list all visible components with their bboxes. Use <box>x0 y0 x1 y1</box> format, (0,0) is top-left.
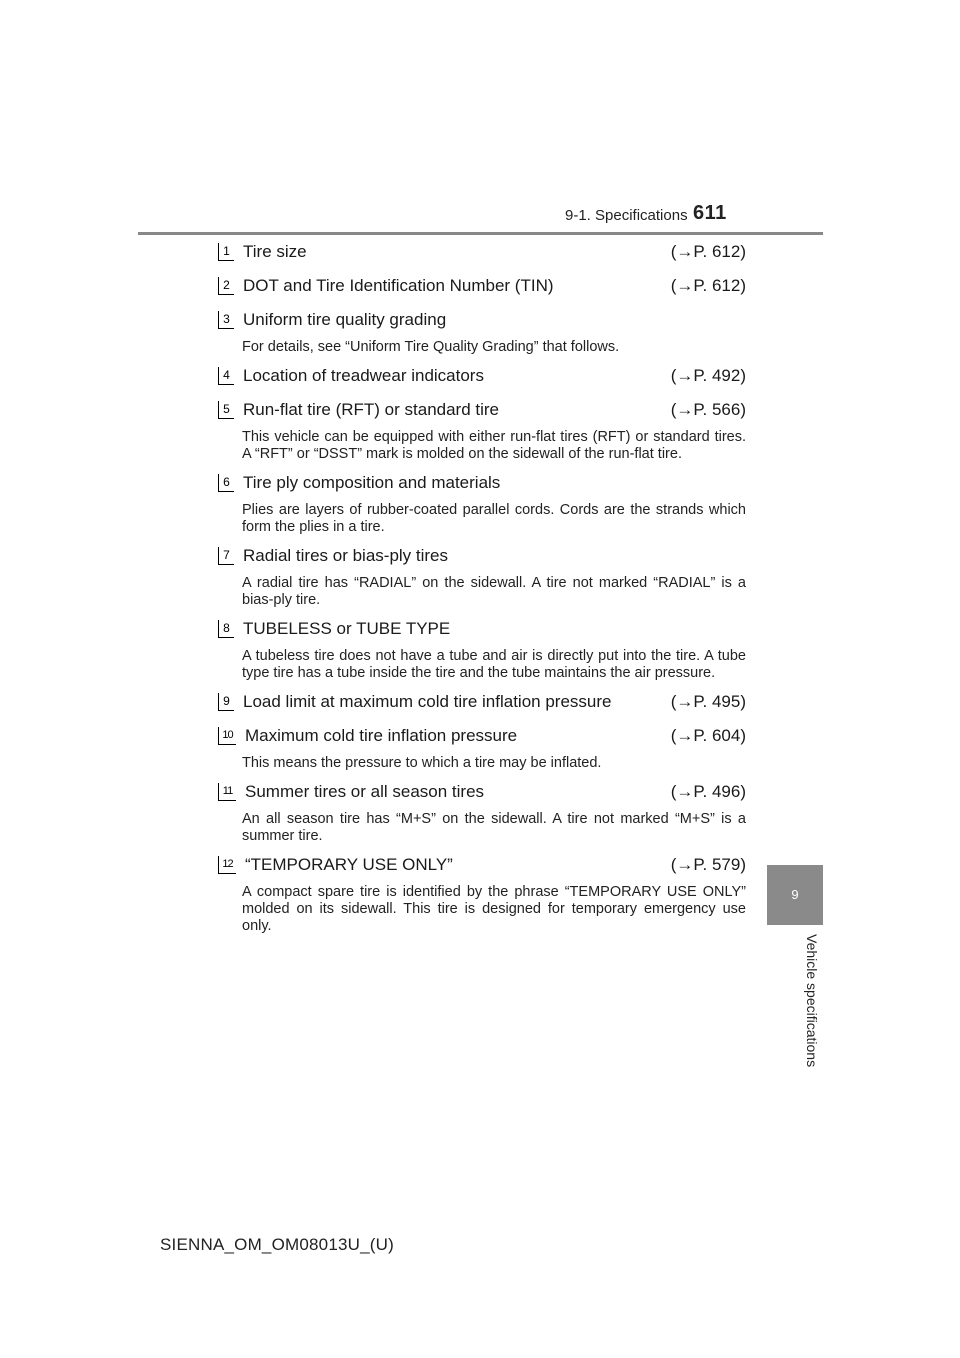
chapter-tab[interactable] <box>767 865 823 925</box>
page-reference-link[interactable]: (→P. 496) <box>670 782 746 801</box>
chapter-title: Vehicle specifications <box>804 934 820 1068</box>
page-reference-link[interactable]: (→P. 492) <box>670 366 746 385</box>
page-reference-link[interactable]: (→P. 566) <box>670 400 746 419</box>
item-description: For details, see “Uniform Tire Quality Grading” that follows. <box>242 339 620 355</box>
list-item <box>218 398 746 463</box>
item-number-badge: 2 <box>218 277 234 295</box>
item-title: Tire ply composition and materials <box>243 473 501 492</box>
list-item <box>218 690 746 724</box>
page-reference-link[interactable]: (→P. 612) <box>670 242 746 261</box>
item-number-badge: 8 <box>218 620 234 638</box>
item-title: Location of treadwear indicators <box>243 366 484 385</box>
list-item <box>218 544 746 609</box>
item-description: A compact spare tire is identified by the phrase “TEMPORARY USE ONLY” molded on its sidewall. This tire is designed for temporary emergency use only. <box>242 884 746 934</box>
item-number-badge: 7 <box>218 547 234 565</box>
page-reference-link[interactable]: (→P. 604) <box>670 726 746 745</box>
list-item <box>218 853 746 935</box>
list-item <box>218 724 746 772</box>
header-divider <box>138 232 823 235</box>
item-description: Plies are layers of rubber-coated parallel cords. Cords are the strands which form the plies in a tire. <box>242 502 746 535</box>
item-number-badge: 5 <box>218 401 234 419</box>
page-reference-link[interactable]: (→P. 612) <box>670 276 746 295</box>
item-number-badge: 9 <box>218 693 234 711</box>
item-title: Tire size <box>243 242 307 261</box>
item-description: A tubeless tire does not have a tube and air is directly put into the tire. A tube type tire has a tube inside the tire and the tube maintains the air pressure. <box>242 648 746 681</box>
item-title: TUBELESS or TUBE TYPE <box>243 619 451 638</box>
item-title: DOT and Tire Identification Number (TIN) <box>243 276 554 295</box>
item-number-badge: 11 <box>218 783 236 801</box>
item-number-badge: 4 <box>218 367 234 385</box>
item-title: Maximum cold tire inflation pressure <box>245 726 518 745</box>
item-number-badge: 6 <box>218 474 234 492</box>
list-item <box>218 308 746 356</box>
item-number-badge: 3 <box>218 311 234 329</box>
item-description: An all season tire has “M+S” on the sidewall. A tire not marked “M+S” is a summer tire. <box>242 811 746 844</box>
item-number-badge: 1 <box>218 243 234 261</box>
item-title: “TEMPORARY USE ONLY” <box>245 855 453 874</box>
tire-label-list <box>218 240 746 943</box>
list-item <box>218 471 746 536</box>
page-reference-link[interactable]: (→P. 495) <box>670 692 746 711</box>
section-title: 9-1. Specifications <box>565 207 688 224</box>
chapter-number: 9 <box>791 887 799 902</box>
item-title: Radial tires or bias-ply tires <box>243 546 449 565</box>
list-item <box>218 364 746 398</box>
item-title: Summer tires or all season tires <box>245 782 485 801</box>
item-title: Uniform tire quality grading <box>243 310 447 329</box>
item-title: Load limit at maximum cold tire inflation pressure <box>243 692 612 711</box>
list-item <box>218 240 746 274</box>
item-description: This vehicle can be equipped with either run-flat tires (RFT) or standard tires. A “RFT” or “DSST” mark is molded on the sidewall of the run-flat tire. <box>242 429 746 462</box>
item-description: This means the pressure to which a tire may be inflated. <box>242 755 602 771</box>
item-number-badge: 12 <box>218 856 236 874</box>
document-id: SIENNA_OM_OM08013U_(U) <box>160 1235 394 1254</box>
page-reference-link[interactable]: (→P. 579) <box>670 855 746 874</box>
item-title: Run-flat tire (RFT) or standard tire <box>243 400 500 419</box>
item-number-badge: 10 <box>218 727 236 745</box>
list-item <box>218 274 746 308</box>
page-number: 611 <box>693 202 727 224</box>
list-item <box>218 617 746 682</box>
item-description: A radial tire has “RADIAL” on the sidewall. A tire not marked “RADIAL” is a bias-ply tire. <box>242 575 746 608</box>
list-item <box>218 780 746 845</box>
